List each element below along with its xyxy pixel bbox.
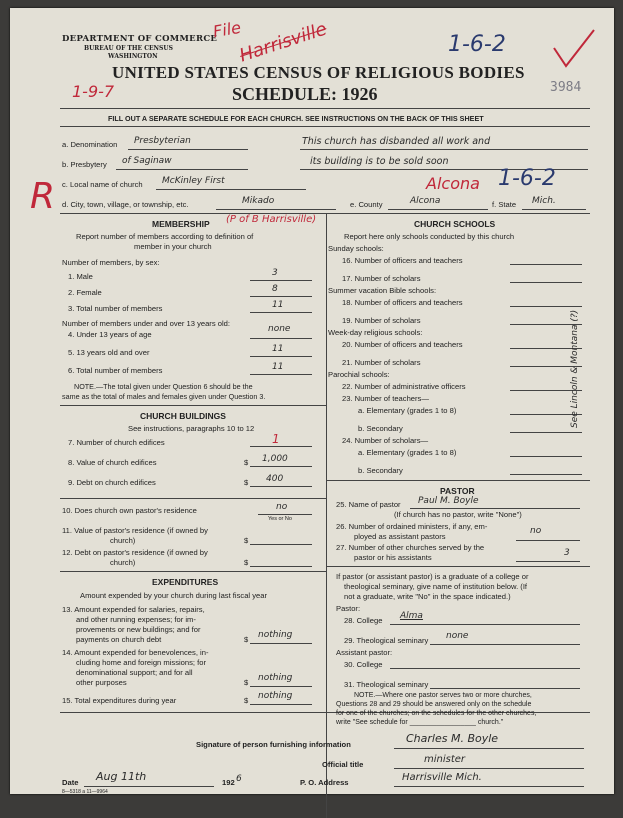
schools-heading: CHURCH SCHOOLS (414, 219, 496, 229)
q5-label: 5. 13 years old and over (68, 348, 150, 357)
q23b-label: b. Secondary (358, 424, 403, 433)
q8-dollar: $ (244, 458, 249, 467)
po-address-value: Harrisville Mich. (402, 772, 482, 783)
expenditures-intro: Amount expended by your church during last fiscal year (80, 591, 267, 600)
q29-value: none (446, 631, 469, 641)
q31-label: 31. Theological seminary (344, 680, 429, 689)
red-r-mark: R (30, 176, 56, 217)
q14-dollar: $ (244, 678, 249, 687)
q3-value: 11 (272, 300, 284, 310)
q15-value: nothing (258, 691, 293, 701)
code-red: 1-6-2 (498, 166, 556, 191)
handwritten-place: Harrisville (236, 18, 330, 67)
year-suffix: 6 (236, 774, 242, 784)
q9-label: 9. Debt on church edifices (68, 478, 156, 487)
red-checkmark (550, 26, 600, 74)
pastor-note-1: NOTE.—Where one pastor serves two or more churches, (354, 692, 532, 699)
grad-line-3: not a graduate, write "No" in the space indicated.) (344, 592, 511, 601)
q27-label-a: 27. Number of other churches served by the (336, 543, 485, 552)
county-label: e. County (350, 200, 383, 209)
q29-label: 29. Theological seminary (344, 636, 429, 645)
official-title-value: minister (424, 754, 466, 765)
q8-label: 8. Value of church edifices (68, 458, 157, 467)
q14-line-1: 14. Amount expended for benevolences, in- (62, 648, 209, 657)
q25-label: 25. Name of pastor (336, 500, 401, 509)
local-name-value: McKinley First (162, 176, 225, 186)
presbytery-value: of Saginaw (122, 156, 172, 166)
membership-intro-2: member in your church (134, 242, 212, 251)
q5-value: 11 (272, 344, 284, 354)
pastor-note-4: write "See schedule for _________________ church." (336, 719, 504, 726)
presbytery-label: b. Presbytery (62, 160, 107, 169)
year-prefix: 192 (222, 778, 235, 787)
q15-label: 15. Total expenditures during year (62, 696, 177, 705)
q13-line-3: provements or new buildings; and for (76, 625, 201, 634)
q2-value: 8 (272, 284, 278, 294)
state-label: f. State (492, 200, 517, 209)
q11-label-a: 11. Value of pastor's residence (if owned by (62, 526, 208, 535)
age-intro-label: Number of members under and over 13 years old: (62, 319, 230, 328)
census-form (10, 8, 614, 794)
local-name-label: c. Local name of church (62, 180, 143, 189)
q12-dollar: $ (244, 558, 249, 567)
q7-label: 7. Number of church edifices (68, 438, 165, 447)
q10-hint: Yes or No (268, 516, 292, 522)
q26-value: no (530, 526, 542, 536)
q16-label: 16. Number of officers and teachers (342, 256, 463, 265)
state-value: Mich. (532, 196, 556, 206)
q14-line-3: denominational support; and for all (76, 668, 193, 677)
weekday-label: Week-day religious schools: (328, 328, 423, 337)
membership-intro-1: Report number of members according to definition of (76, 232, 254, 241)
buildings-heading: CHURCH BUILDINGS (140, 411, 226, 421)
q19-label: 19. Number of scholars (342, 316, 421, 325)
grad-line-1: If pastor (or assistant pastor) is a graduate of a college or (336, 572, 529, 581)
q25-value: Paul M. Boyle (418, 496, 479, 506)
q4-value: none (268, 324, 291, 334)
q1-value: 3 (272, 268, 278, 278)
q28-label: 28. College (344, 616, 383, 625)
q3-label: 3. Total number of members (68, 304, 163, 313)
city-label-field: d. City, town, village, or township, etc. (62, 200, 189, 209)
membership-heading: MEMBERSHIP (152, 219, 210, 229)
q1-label: 1. Male (68, 272, 93, 281)
q24-label: 24. Number of scholars— (342, 436, 429, 445)
po-address-label: P. O. Address (300, 778, 349, 787)
parochial-label: Parochial schools: (328, 370, 390, 379)
q21-label: 21. Number of scholars (342, 358, 421, 367)
q11-label-b: church) (110, 536, 136, 545)
official-title-label: Official title (322, 760, 364, 769)
q23-label: 23. Number of teachers— (342, 394, 429, 403)
q6-value: 11 (272, 362, 284, 372)
q11-dollar: $ (244, 536, 249, 545)
sunday-label: Sunday schools: (328, 244, 384, 253)
q13-dollar: $ (244, 635, 249, 644)
note-line-1: This church has disbanded all work and (302, 136, 491, 147)
expenditures-heading: EXPENDITURES (152, 577, 219, 587)
q14-line-2: cluding home and foreign missions; for (76, 658, 207, 667)
handwritten-file: File (211, 17, 243, 42)
handwritten-code-left: 1-9-7 (72, 82, 115, 101)
date-value: Aug 11th (96, 770, 147, 783)
city-label: WASHINGTON (108, 53, 158, 60)
signature-label: Signature of person furnishing information (196, 740, 351, 749)
schedule-title: SCHEDULE: 1926 (232, 84, 378, 104)
handwritten-code-top: 1-6-2 (448, 32, 506, 57)
asst-sub-label: Assistant pastor: (336, 648, 393, 657)
note-line-2: its building is to be sold soon (310, 156, 449, 167)
buildings-instr: See instructions, paragraphs 10 to 12 (128, 424, 255, 433)
signature-value: Charles M. Boyle (406, 732, 499, 745)
q12-label-b: church) (110, 558, 136, 567)
q13-line-4: payments on church debt (76, 635, 162, 644)
membership-note-2: same as the total of males and females given under Question 3. (62, 392, 266, 401)
q22-label: 22. Number of administrative officers (342, 382, 466, 391)
grad-line-2: theological seminary, give name of institution below. (If (344, 582, 528, 591)
stamp-number: 3984 (550, 80, 582, 95)
pastor-note-2: Questions 28 and 29 should be answered only on the schedule (336, 701, 532, 708)
q30-label: 30. College (344, 660, 383, 669)
pastor-sub-label: Pastor: (336, 604, 361, 613)
q8-value: 1,000 (262, 454, 288, 464)
q27-value: 3 (564, 548, 570, 558)
q17-label: 17. Number of scholars (342, 274, 421, 283)
bureau-label: BUREAU OF THE CENSUS (84, 45, 173, 52)
q13-value: nothing (258, 630, 293, 640)
q10-label: 10. Does church own pastor's residence (62, 506, 197, 515)
q24a-label: a. Elementary (grades 1 to 8) (358, 448, 457, 457)
pastor-heading: PASTOR (440, 486, 475, 496)
county-value: Alcona (410, 196, 441, 206)
q7-value: 1 (272, 432, 280, 446)
q23a-label: a. Elementary (grades 1 to 8) (358, 406, 457, 415)
schools-intro: Report here only schools conducted by this church (344, 232, 515, 241)
q25-hint: (If church has no pastor, write "None") (394, 510, 522, 519)
q10-value: no (276, 502, 288, 512)
q18-label: 18. Number of officers and teachers (342, 298, 463, 307)
date-label: Date (62, 778, 79, 787)
instructions-line: FILL OUT A SEPARATE SCHEDULE FOR EACH CHURCH. SEE INSTRUCTIONS ON THE BACK OF THIS SHEET (108, 114, 484, 123)
q28-value: Alma (400, 611, 423, 621)
q2-label: 2. Female (68, 288, 102, 297)
q12-label-a: 12. Debt on pastor's residence (if owned by (62, 548, 208, 557)
q13-line-1: 13. Amount expended for salaries, repairs, (62, 605, 205, 614)
q15-dollar: $ (244, 696, 249, 705)
q20-label: 20. Number of officers and teachers (342, 340, 463, 349)
membership-note-1: NOTE.—The total given under Question 6 should be the (74, 382, 253, 391)
membership-heading-note: (P of B Harrisville) (226, 214, 317, 225)
form-title: UNITED STATES CENSUS OF RELIGIOUS BODIES (112, 63, 525, 82)
county-red: Alcona (426, 174, 480, 193)
q9-dollar: $ (244, 478, 249, 487)
by-sex-label: Number of members, by sex: (62, 258, 160, 267)
q4-label: 4. Under 13 years of age (68, 330, 152, 339)
department-label: DEPARTMENT OF COMMERCE (62, 34, 218, 44)
denomination-label: a. Denomination (62, 140, 118, 149)
q24b-label: b. Secondary (358, 466, 403, 475)
summer-label: Summer vacation Bible schools: (328, 286, 437, 295)
q13-line-2: and other running expenses; for im- (76, 615, 196, 624)
q27-label-b: pastor or his assistants (354, 553, 432, 562)
q9-value: 400 (266, 474, 284, 484)
q14-value: nothing (258, 673, 293, 683)
form-code: 8—5318 a 11—9964 (62, 789, 108, 795)
q26-label-a: 26. Number of ordained ministers, if any, em- (336, 522, 488, 531)
city-value: Mikado (242, 196, 275, 206)
pastor-note-3: for one of the churches; on the schedules for the other churches, (336, 710, 537, 717)
denomination-value: Presbyterian (134, 136, 191, 146)
q26-label-b: ployed as assistant pastors (354, 532, 446, 541)
q6-label: 6. Total number of members (68, 366, 163, 375)
q14-line-4: other purposes (76, 678, 127, 687)
margin-note: See Lincoln & Montana (?) (570, 309, 580, 428)
